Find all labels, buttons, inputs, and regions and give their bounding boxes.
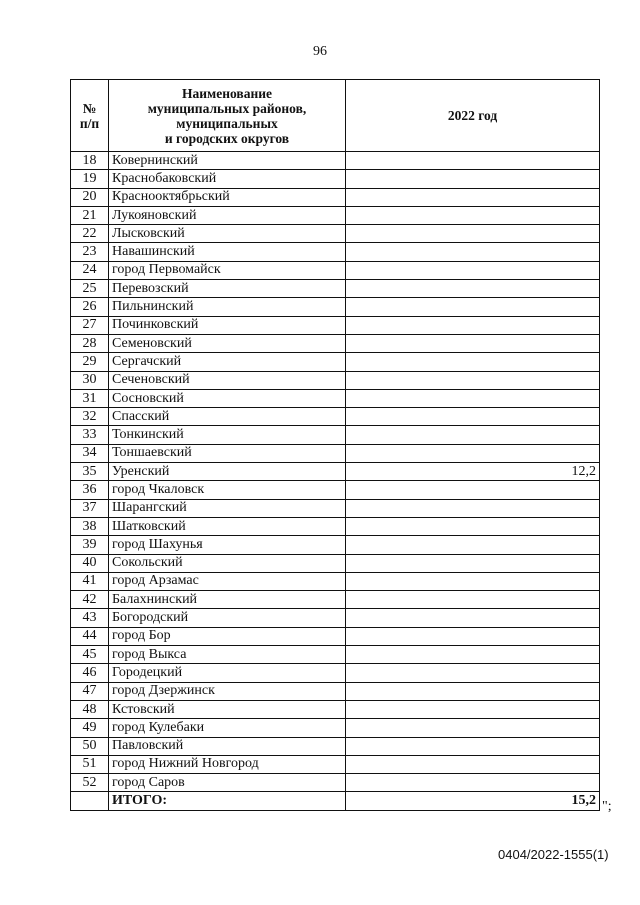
row-value xyxy=(346,152,600,170)
row-num: 38 xyxy=(71,517,109,535)
row-num: 40 xyxy=(71,554,109,572)
table-row xyxy=(71,280,600,298)
row-name: Павловский xyxy=(109,737,346,755)
row-value: 12,2 xyxy=(346,463,600,481)
row-num: 36 xyxy=(71,481,109,499)
total-row xyxy=(71,792,600,810)
row-num: 33 xyxy=(71,426,109,444)
row-num: 28 xyxy=(71,334,109,352)
row-value xyxy=(346,646,600,664)
row-num: 24 xyxy=(71,261,109,279)
row-num: 29 xyxy=(71,353,109,371)
row-value xyxy=(346,700,600,718)
row-value xyxy=(346,737,600,755)
row-value xyxy=(346,225,600,243)
row-value xyxy=(346,682,600,700)
table-row xyxy=(71,517,600,535)
table-row xyxy=(71,261,600,279)
row-num: 31 xyxy=(71,389,109,407)
row-value xyxy=(346,206,600,224)
row-num: 20 xyxy=(71,188,109,206)
table-row xyxy=(71,591,600,609)
row-value xyxy=(346,408,600,426)
table-row xyxy=(71,499,600,517)
row-name: Сергачский xyxy=(109,353,346,371)
row-num: 48 xyxy=(71,700,109,718)
row-value xyxy=(346,755,600,773)
row-name: Тонкинский xyxy=(109,426,346,444)
row-value xyxy=(346,664,600,682)
row-name: Лысковский xyxy=(109,225,346,243)
table-row xyxy=(71,152,600,170)
row-name: Перевозский xyxy=(109,280,346,298)
row-num: 50 xyxy=(71,737,109,755)
row-name: Сосновский xyxy=(109,389,346,407)
row-name: Ковернинский xyxy=(109,152,346,170)
total-num-cell xyxy=(71,792,109,810)
row-value xyxy=(346,353,600,371)
table-row xyxy=(71,700,600,718)
table-row xyxy=(71,408,600,426)
row-name: город Чкаловск xyxy=(109,481,346,499)
row-name: Городецкий xyxy=(109,664,346,682)
table-row xyxy=(71,554,600,572)
table-header-row xyxy=(71,80,600,152)
row-name: Лукояновский xyxy=(109,206,346,224)
total-value: 15,2 xyxy=(346,792,600,810)
row-value xyxy=(346,243,600,261)
table-row xyxy=(71,206,600,224)
row-num: 37 xyxy=(71,499,109,517)
table-body xyxy=(71,152,600,792)
document-code: 0404/2022-1555(1) xyxy=(498,847,609,862)
row-value xyxy=(346,572,600,590)
row-value xyxy=(346,517,600,535)
row-value xyxy=(346,627,600,645)
row-value xyxy=(346,481,600,499)
table-row xyxy=(71,774,600,792)
row-name: город Шахунья xyxy=(109,536,346,554)
row-num: 32 xyxy=(71,408,109,426)
table-row xyxy=(71,646,600,664)
row-value xyxy=(346,170,600,188)
table-row xyxy=(71,609,600,627)
row-name: Навашинский xyxy=(109,243,346,261)
row-name: Уренский xyxy=(109,463,346,481)
row-num: 45 xyxy=(71,646,109,664)
table-row xyxy=(71,334,600,352)
table-row xyxy=(71,188,600,206)
row-num: 26 xyxy=(71,298,109,316)
row-value xyxy=(346,280,600,298)
row-value xyxy=(346,334,600,352)
row-name: Шатковский xyxy=(109,517,346,535)
table-row xyxy=(71,371,600,389)
table-row xyxy=(71,225,600,243)
row-name: город Выкса xyxy=(109,646,346,664)
row-num: 43 xyxy=(71,609,109,627)
row-name: город Дзержинск xyxy=(109,682,346,700)
row-name: Богородский xyxy=(109,609,346,627)
row-value xyxy=(346,609,600,627)
row-num: 42 xyxy=(71,591,109,609)
row-name: Тоншаевский xyxy=(109,444,346,462)
row-name: город Бор xyxy=(109,627,346,645)
row-num: 47 xyxy=(71,682,109,700)
row-value xyxy=(346,188,600,206)
row-num: 22 xyxy=(71,225,109,243)
row-num: 27 xyxy=(71,316,109,334)
row-name: Пильнинский xyxy=(109,298,346,316)
table-row xyxy=(71,627,600,645)
row-name: Шарангский xyxy=(109,499,346,517)
table-row xyxy=(71,298,600,316)
row-name: Краснооктябрьский xyxy=(109,188,346,206)
row-num: 21 xyxy=(71,206,109,224)
row-name: Кстовский xyxy=(109,700,346,718)
row-num: 41 xyxy=(71,572,109,590)
row-num: 46 xyxy=(71,664,109,682)
table-row xyxy=(71,755,600,773)
municipal-table xyxy=(70,79,600,811)
row-name: город Первомайск xyxy=(109,261,346,279)
row-num: 18 xyxy=(71,152,109,170)
row-value xyxy=(346,371,600,389)
header-name: Наименование муниципальных районов, муниципальных и городских округов xyxy=(109,80,346,152)
table-row xyxy=(71,719,600,737)
table-row xyxy=(71,426,600,444)
row-num: 19 xyxy=(71,170,109,188)
table-row xyxy=(71,536,600,554)
header-num: № п/п xyxy=(71,80,109,152)
table-row xyxy=(71,444,600,462)
row-value xyxy=(346,389,600,407)
row-name: город Саров xyxy=(109,774,346,792)
row-name: Спасский xyxy=(109,408,346,426)
table-row xyxy=(71,664,600,682)
row-value xyxy=(346,719,600,737)
row-name: Сеченовский xyxy=(109,371,346,389)
total-label: ИТОГО: xyxy=(109,792,346,810)
row-value xyxy=(346,316,600,334)
row-value xyxy=(346,591,600,609)
table-row xyxy=(71,737,600,755)
row-value xyxy=(346,554,600,572)
table-row xyxy=(71,353,600,371)
row-num: 39 xyxy=(71,536,109,554)
row-num: 49 xyxy=(71,719,109,737)
row-num: 30 xyxy=(71,371,109,389)
row-name: Семеновский xyxy=(109,334,346,352)
row-value xyxy=(346,774,600,792)
row-num: 34 xyxy=(71,444,109,462)
row-num: 23 xyxy=(71,243,109,261)
row-value xyxy=(346,499,600,517)
row-value xyxy=(346,426,600,444)
row-name: город Нижний Новгород xyxy=(109,755,346,773)
table-row xyxy=(71,481,600,499)
row-num: 44 xyxy=(71,627,109,645)
row-value xyxy=(346,444,600,462)
row-name: город Кулебаки xyxy=(109,719,346,737)
row-value xyxy=(346,536,600,554)
table-row xyxy=(71,389,600,407)
row-num: 51 xyxy=(71,755,109,773)
row-name: Балахнинский xyxy=(109,591,346,609)
row-name: город Арзамас xyxy=(109,572,346,590)
header-year: 2022 год xyxy=(346,80,600,152)
row-name: Краснобаковский xyxy=(109,170,346,188)
row-name: Починковский xyxy=(109,316,346,334)
table-row xyxy=(71,170,600,188)
table-row xyxy=(71,243,600,261)
row-value xyxy=(346,298,600,316)
table-row xyxy=(71,463,600,481)
table-row xyxy=(71,572,600,590)
row-value xyxy=(346,261,600,279)
row-num: 52 xyxy=(71,774,109,792)
table-row xyxy=(71,316,600,334)
row-num: 35 xyxy=(71,463,109,481)
page-number: 96 xyxy=(313,44,327,59)
closing-quote: "; xyxy=(602,799,612,814)
row-name: Сокольский xyxy=(109,554,346,572)
table-row xyxy=(71,682,600,700)
row-num: 25 xyxy=(71,280,109,298)
